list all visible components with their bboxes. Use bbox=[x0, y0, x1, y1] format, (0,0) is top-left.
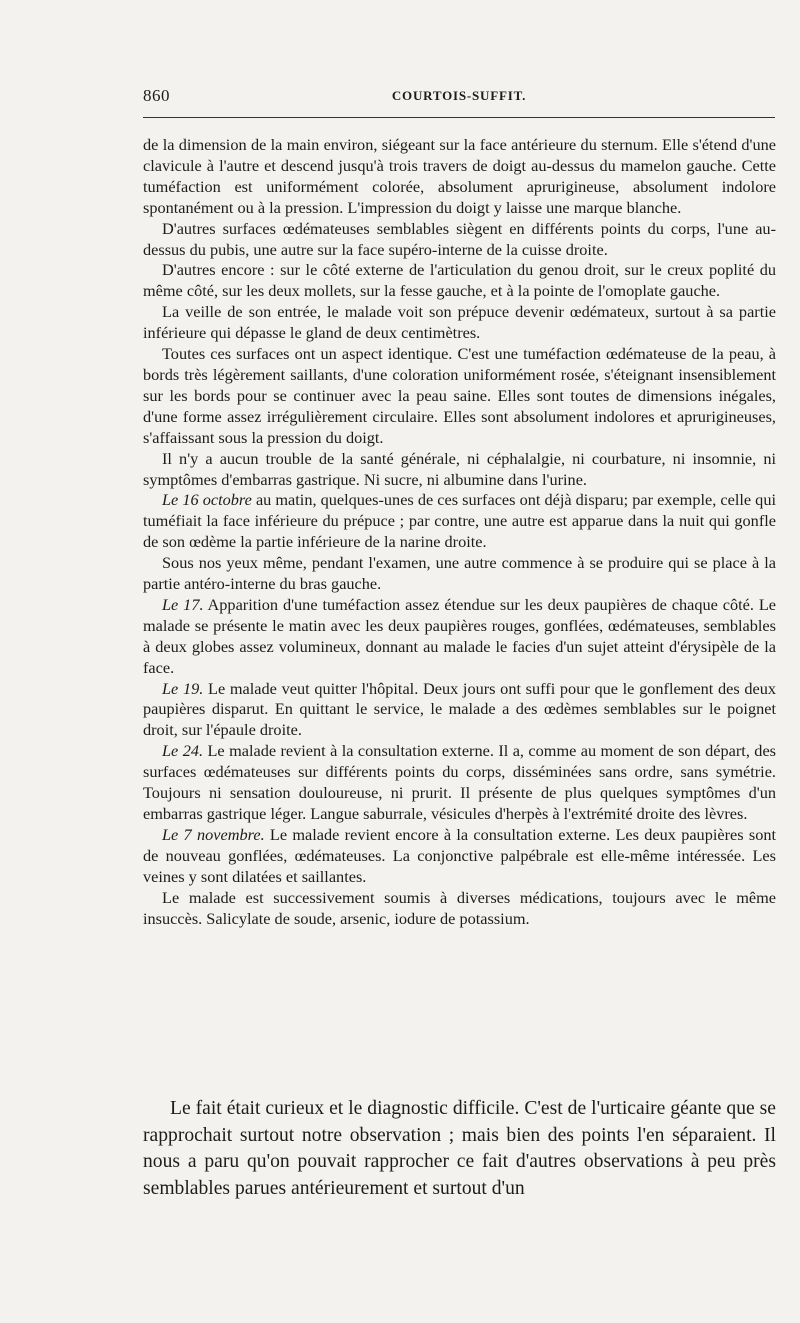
entry-date: Le 24. bbox=[162, 741, 204, 761]
paragraph: de la dimension de la main environ, siégeant sur la face antérieure du sternum. Elle s'étend d'une clavicule à l'autre et descend jusqu'à trois travers de doigt au-dessus du mamelon gauche. Cette tuméfaction est uniformément colorée, absolument aprurigineuse, absolument indolore spontanément ou à la pression. L'impression du doigt y laisse une marque blanche. bbox=[143, 135, 776, 217]
page-number: 860 bbox=[143, 86, 170, 105]
dated-entry: Le 19. Le malade veut quitter l'hôpital. Deux jours ont suffi pour que le gonflement des deux paupières disparut. En quittant le service, le malade a des œdèmes semblables sur le poignet droit, sur l'épaule droite. bbox=[143, 678, 776, 740]
dated-entry: Le 7 novembre. Le malade revient encore à la consultation externe. Les deux paupières sont de nouveau gonflées, œdémateuses. La conjonctive palpébrale est elle-même intéressée. Les veines y sont dilatées et saillantes. bbox=[143, 824, 776, 886]
paragraph: Il n'y a aucun trouble de la santé générale, ni céphalalgie, ni courbature, ni insomnie, ni symptômes d'embarras gastrique. Ni sucre, ni albumine dans l'urine. bbox=[143, 448, 776, 489]
case-report-body bbox=[143, 135, 776, 929]
paragraph: D'autres encore : sur le côté externe de l'articulation du genou droit, sur le creux poplité du même côté, sur les deux mollets, sur la fesse gauche, et à la pointe de l'omoplate gauche. bbox=[143, 260, 776, 301]
conclusion-paragraph: Le fait était curieux et le diagnostic difficile. C'est de l'urticaire géante que se rapprochait surtout notre observation ; mais bien des points l'en séparaient. Il nous a paru qu'on pouvait rapprocher ce fait d'autres observations à peu près semblables parues antérieurement et surtout d'un bbox=[143, 1098, 776, 1200]
entry-date: Le 19. bbox=[162, 678, 204, 698]
entry-date: Le 16 octobre bbox=[162, 490, 252, 510]
dated-entry: Le 16 octobre au matin, quelques-unes de ces surfaces ont déjà disparu; par exemple, celle qui tuméfiait la face inférieure du prépuce ; par contre, une autre est apparue dans la nuit qui gonfle de son œdème la partie inférieure de la narine droite. bbox=[143, 490, 776, 552]
paragraph: Toutes ces surfaces ont un aspect identique. C'est une tuméfaction œdémateuse de la peau, à bords très légèrement saillants, d'une coloration uniformément rosée, s'éteignant insensiblement sur les bords pour se continuer avec la peau saine. Elles sont toutes de dimensions inégales, d'une forme assez irrégulièrement circulaire. Elles sont absolument indolores et aprurigineuses, s'affaissant sous la pression du doigt. bbox=[143, 344, 776, 447]
paragraph: La veille de son entrée, le malade voit son prépuce devenir œdémateux, surtout à sa partie inférieure qui dépasse le gland de deux centimètres. bbox=[143, 302, 776, 343]
paragraph: D'autres surfaces œdémateuses semblables siègent en différents points du corps, l'une au-dessus du pubis, une autre sur la face supéro-interne de la cuisse droite. bbox=[143, 218, 776, 259]
header-rule bbox=[143, 117, 775, 118]
paragraph: Sous nos yeux même, pendant l'examen, une autre commence à se produire qui se place à la partie antéro-interne du bras gauche. bbox=[143, 553, 776, 594]
dated-entry: Le 17. Apparition d'une tuméfaction assez étendue sur les deux paupières de chaque côté. Le malade se présente le matin avec les deux paupières rouges, gonflées, œdémateuses, semblables à deux globes assez volumineux, donnant au malade le facies d'un sujet atteint d'érysipèle de la face. bbox=[143, 594, 776, 677]
entry-date: Le 17. bbox=[162, 594, 204, 614]
running-title: COURTOIS-SUFFIT. bbox=[391, 88, 527, 103]
paragraph: Le malade est successivement soumis à diverses médications, toujours avec le même insuccès. Salicylate de soude, arsenic, iodure de potassium. bbox=[143, 887, 776, 928]
entry-date: Le 7 novembre. bbox=[162, 824, 265, 844]
dated-entry: Le 24. Le malade revient à la consultation externe. Il a, comme au moment de son départ, des surfaces œdémateuses sur différents points du corps, disséminées sans ordre, sans symétrie. Toujours ni sensation douloureuse, ni prurit. Il présente de plus quelques symptômes d'un embarras gastrique léger. Langue saburrale, vésicules d'herpès à l'extrémité droite des lèvres. bbox=[143, 741, 777, 823]
page-header bbox=[143, 86, 775, 112]
conclusion-text bbox=[143, 1096, 776, 1203]
